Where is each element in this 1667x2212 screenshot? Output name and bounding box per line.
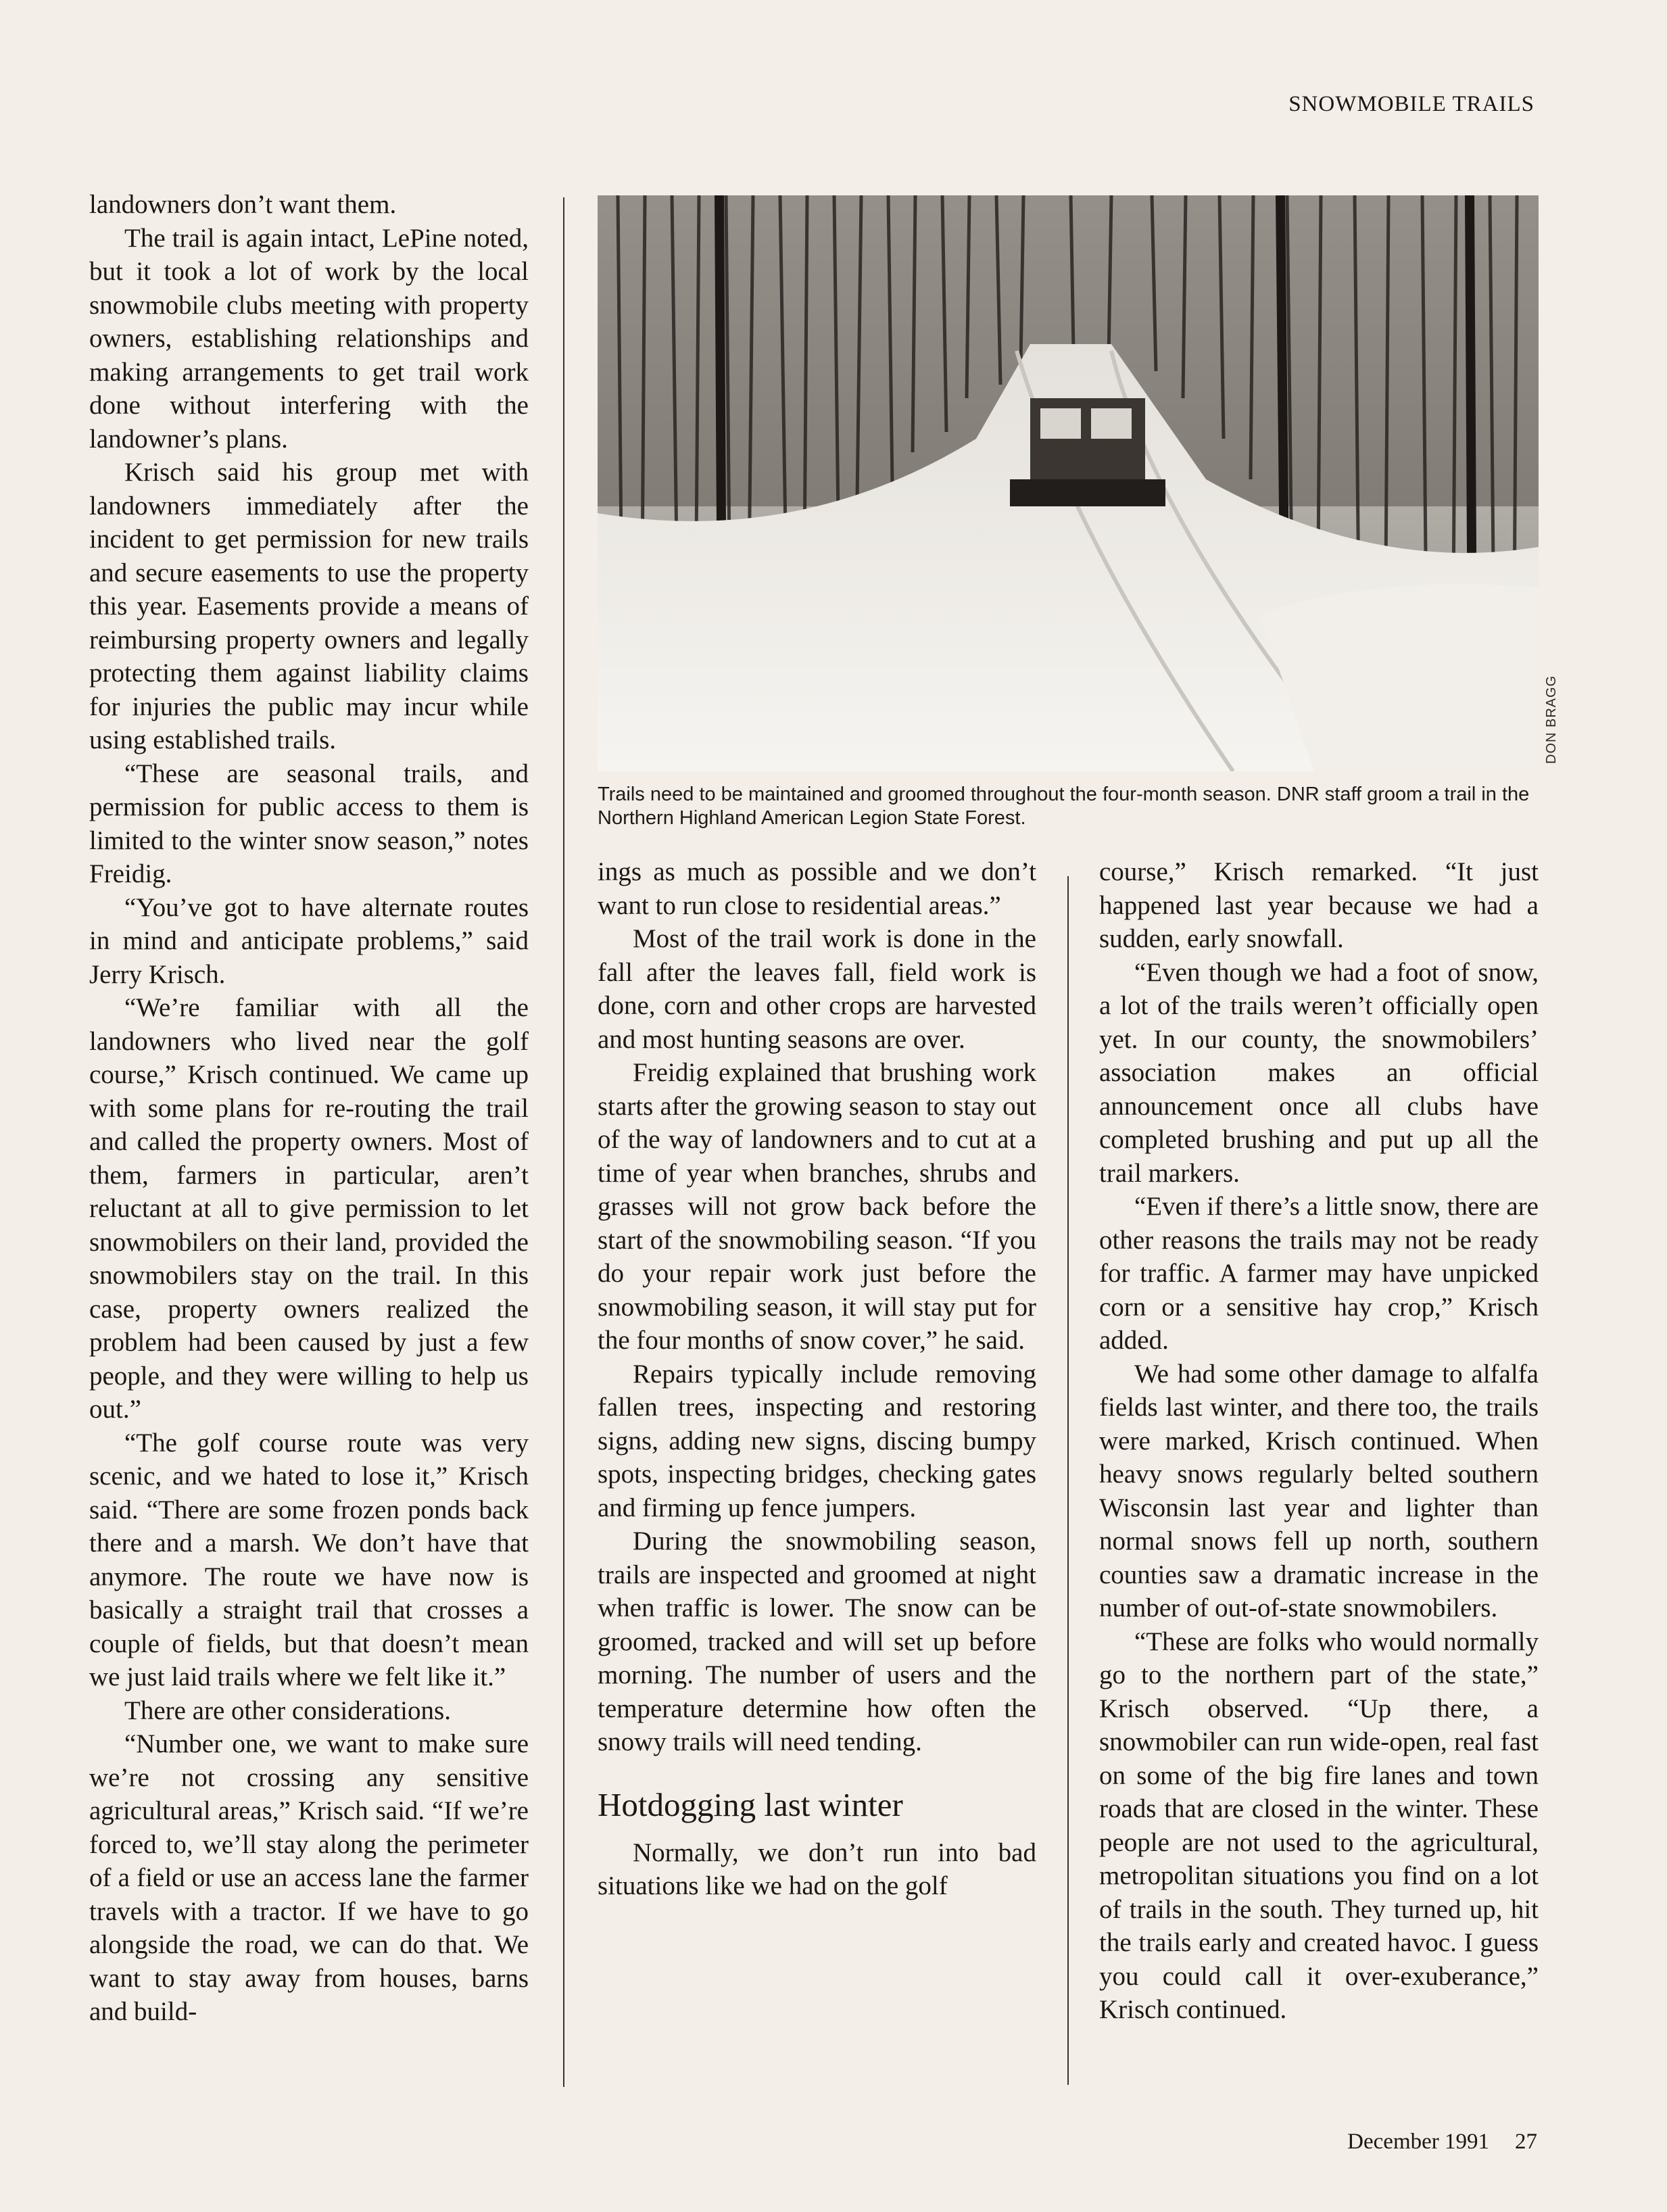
- paragraph: Krisch said his group met with landowners immediately after the incident to get permission for new trails and secure easements to use the property this year. Easements provide a means of reimbursing property owners and legally protecting them against liability claims for injuries the public may incur while using established trails.: [89, 458, 529, 754]
- paragraph: “Even though we had a foot of snow, a lot of the trails weren’t officially open yet. In our county, the snowmobilers’ association makes an official announcement once all clubs have completed brushing and put up all the trail markers.: [1099, 957, 1539, 1188]
- issue-date: December 1991: [1347, 2130, 1489, 2154]
- trail-grooming-photo: [598, 195, 1539, 771]
- paragraph: “You’ve got to have alternate routes in mind and anticipate problems,” said Jerry Krisch.: [89, 892, 529, 989]
- paragraph: course,” Krisch remarked. “It just happened last year because we had a sudden, early snowfall.: [1099, 857, 1539, 953]
- photo-credit: DON BRAGG: [1544, 675, 1559, 764]
- column-divider: [563, 197, 564, 2087]
- paragraph: landowners don’t want them.: [89, 190, 397, 219]
- paragraph: “Number one, we want to make sure we’re not crossing any sensitive agricultural areas,” Krisch said. “If we’re forced to, we’ll stay along the perimeter of a field or use an access lane the farmer travels with a tractor. If we have to go alongside the road, we can do that. We want to stay away from houses, barns and build-: [89, 1729, 529, 2026]
- column-divider: [1067, 876, 1069, 2085]
- paragraph: Most of the trail work is done in the fall after the leaves fall, field work is done, corn and other crops are harvested and most hunting seasons are over.: [598, 924, 1036, 1054]
- article-column-2: [598, 855, 1036, 1903]
- section-subhead: Hotdogging last winter: [598, 1785, 903, 1823]
- page-number: 27: [1515, 2130, 1537, 2154]
- paragraph: “Even if there’s a little snow, there are other reasons the trails may not be ready for traffic. A farmer may have unpicked corn or a sensitive hay crop,” Krisch added.: [1099, 1192, 1539, 1355]
- paragraph: Freidig explained that brushing work starts after the growing season to stay out of the way of landowners and to cut at a time of year when branches, shrubs and grasses will not grow back before the start of the snowmobiling season. “If you do your repair work just before the snowmobiling season, it will stay put for the four months of snow cover,” he said.: [598, 1058, 1036, 1355]
- paragraph: “We’re familiar with all the landowners who lived near the golf course,” Krisch continued. We came up with some plans for re-routing the trail and called the property owners. Most of them, farmers in particular, aren’t reluctant at all to give permission to let snowmobilers on their land, provided the snowmobilers stay on the trail. In this case, property owners realized the problem had been caused by just a few people, and they were willing to help us out.”: [89, 993, 529, 1424]
- paragraph: “The golf course route was very scenic, and we hated to lose it,” Krisch said. “There are some frozen ponds back there and a marsh. We don’t have that anymore. The route we have now is basically a straight trail that crosses a couple of fields, but that doesn’t mean we just laid trails where we felt like it.”: [89, 1428, 529, 1691]
- paragraph: “These are seasonal trails, and permission for public access to them is limited to the winter snow season,” notes Freidig.: [89, 759, 529, 888]
- section-label: SNOWMOBILE TRAILS: [1288, 92, 1535, 116]
- paragraph: Normally, we don’t run into bad situations like we had on the golf: [598, 1837, 1036, 1900]
- paragraph: We had some other damage to alfalfa fields last winter, and there too, the trails were marked, Krisch continued. When heavy snows regularly belted southern Wisconsin last year and lighter than normal snows fell up north, southern counties saw a dramatic increase in the number of out-of-state snowmobilers.: [1099, 1359, 1539, 1622]
- photo-caption: Trails need to be maintained and groomed throughout the four-month season. DNR staff groom a trail in the Northern Highland American Legion State Forest.: [598, 784, 1530, 829]
- paragraph: ings as much as possible and we don’t want to run close to residential areas.”: [598, 857, 1036, 920]
- article-column-3: [1099, 855, 1539, 2027]
- article-column-1: [89, 188, 529, 2029]
- paragraph: The trail is again intact, LePine noted, but it took a lot of work by the local snowmobile clubs meeting with property owners, establishing relationships and making arrangements to get trail work done without interfering with the landowner’s plans.: [89, 223, 529, 454]
- paragraph: “These are folks who would normally go to the northern part of the state,” Krisch observed. “Up there, a snowmobiler can run wide-open, real fast on some of the big fire lanes and town roads that are closed in the winter. These people are not used to the agricultural, metropolitan situations you find on a lot of trails in the south. They turned up, hit the trails early and created havoc. I guess you could call it over-exuberance,” Krisch continued.: [1099, 1627, 1539, 2024]
- page-footer: [1347, 2130, 1537, 2155]
- paragraph: Repairs typically include removing fallen trees, inspecting and restoring signs, adding new signs, discing bumpy spots, inspecting bridges, checking gates and firming up fence jumpers.: [598, 1359, 1036, 1522]
- paragraph: During the snowmobiling season, trails are inspected and groomed at night when traffic is lower. The snow can be groomed, tracked and will set up before morning. The number of users and the temperature determine how often the snowy trails will need tending.: [598, 1526, 1036, 1756]
- paragraph: There are other considerations.: [124, 1696, 451, 1725]
